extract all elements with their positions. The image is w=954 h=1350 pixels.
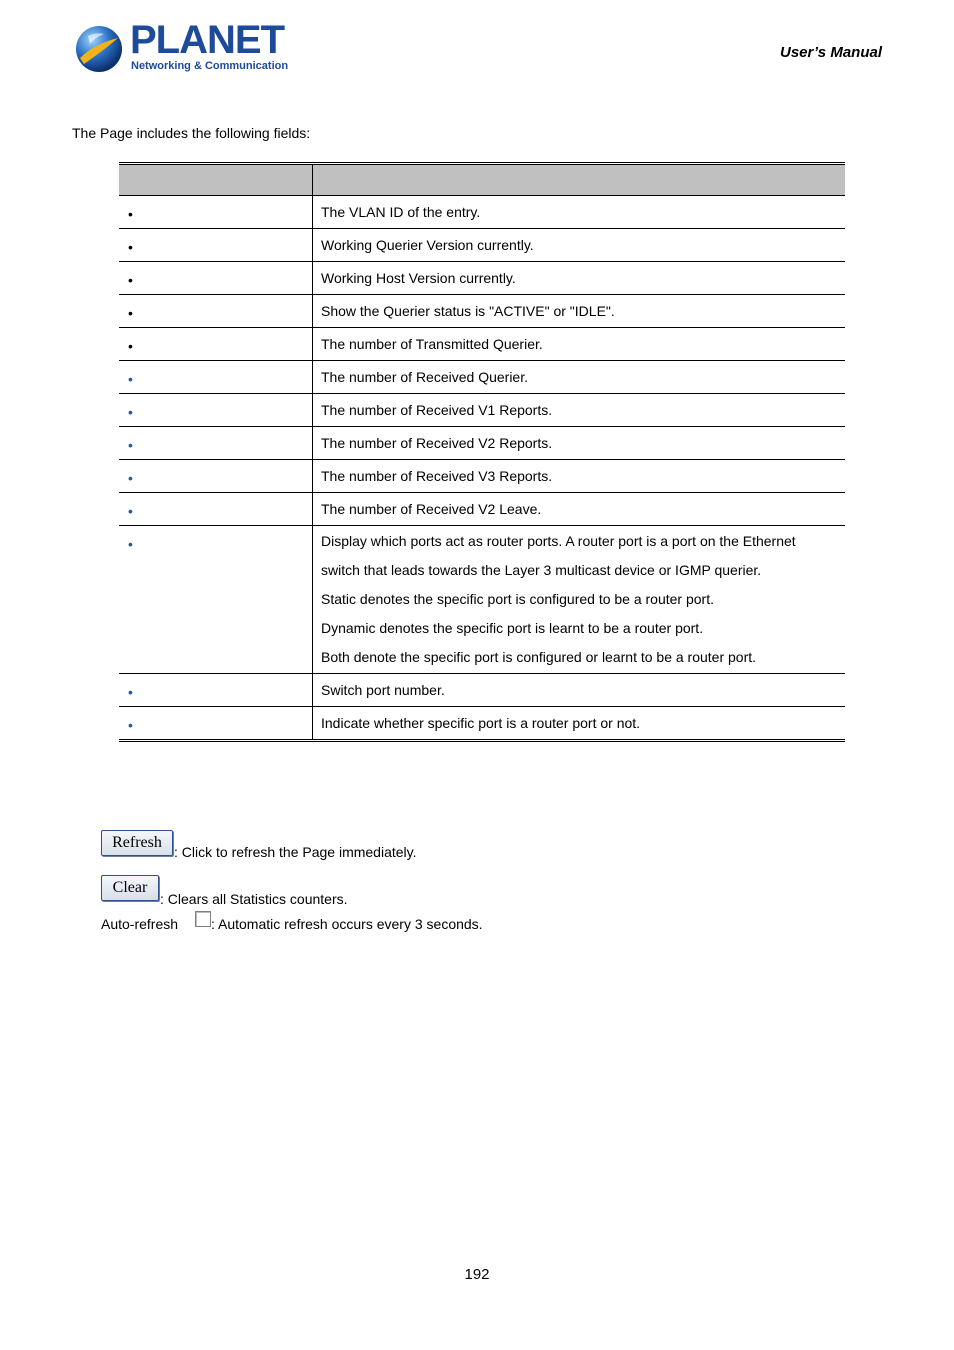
description-cell: [313, 674, 846, 707]
description-cell: [313, 460, 846, 493]
description-line: Working Querier Version currently.: [321, 237, 534, 253]
header-description: [313, 164, 846, 196]
object-cell: [119, 262, 313, 295]
description-cell: [313, 707, 846, 741]
description-line: The number of Received V2 Leave.: [321, 501, 542, 517]
object-cell: [119, 493, 313, 526]
description-cell: [313, 229, 846, 262]
table-row: [119, 295, 845, 328]
header-object: [119, 164, 313, 196]
table-row: [119, 361, 845, 394]
refresh-button[interactable]: Refresh: [101, 830, 173, 856]
clear-description: : Clears all Statistics counters.: [160, 891, 348, 907]
description-line: The number of Received V1 Reports.: [321, 402, 553, 418]
table-header-row: [119, 164, 845, 196]
manual-label: User’s Manual: [780, 44, 882, 61]
description-cell: [313, 262, 846, 295]
bullet-icon: •: [128, 470, 133, 486]
bullet-icon: •: [128, 371, 133, 387]
logo-wordmark: PLANET: [130, 18, 284, 62]
description-cell: [313, 328, 846, 361]
table-row: [119, 229, 845, 262]
table-row: [119, 460, 845, 493]
logo-tagline: Networking & Communication: [131, 60, 289, 72]
auto-refresh-label: Auto-refresh: [101, 916, 179, 932]
description-cell: [313, 394, 846, 427]
table-row: [119, 493, 845, 526]
bullet-icon: •: [128, 536, 133, 552]
table-row: [119, 526, 845, 674]
object-cell: [119, 674, 313, 707]
bullet-icon: •: [128, 717, 133, 733]
description-line: Working Host Version currently.: [321, 270, 516, 286]
object-cell: [119, 229, 313, 262]
object-cell: [119, 295, 313, 328]
description-line: Switch port number.: [321, 682, 445, 698]
description-cell: [313, 295, 846, 328]
object-cell: [119, 196, 313, 229]
planet-logo: [74, 18, 289, 78]
fields-table: [119, 162, 845, 742]
table-row: [119, 707, 845, 741]
description-line: Static denotes the specific port is configured to be a router port.: [321, 591, 714, 607]
table-row: [119, 196, 845, 229]
description-cell: [313, 526, 846, 674]
description-cell: [313, 196, 846, 229]
object-cell: [119, 707, 313, 741]
description-line: Show the Querier status is "ACTIVE" or "IDLE".: [321, 303, 615, 319]
table-row: [119, 394, 845, 427]
bullet-icon: •: [128, 338, 133, 354]
object-cell: [119, 394, 313, 427]
object-cell: [119, 427, 313, 460]
table-row: [119, 674, 845, 707]
description-line: Both denote the specific port is configured or learnt to be a router port.: [321, 649, 757, 665]
refresh-description: : Click to refresh the Page immediately.: [174, 844, 417, 860]
description-line: Indicate whether specific port is a router port or not.: [321, 715, 641, 731]
object-cell: [119, 460, 313, 493]
description-line: The VLAN ID of the entry.: [321, 204, 481, 220]
auto-refresh-checkbox[interactable]: [195, 911, 211, 927]
description-line: switch that leads towards the Layer 3 multicast device or IGMP querier.: [321, 562, 762, 578]
page-number: 192: [464, 1266, 490, 1283]
description-line: The number of Received V3 Reports.: [321, 468, 553, 484]
description-cell: [313, 493, 846, 526]
bullet-icon: •: [128, 206, 133, 222]
globe-icon: [74, 24, 124, 74]
description-line: Display which ports act as router ports. A router port is a port on the Ethernet: [321, 533, 796, 549]
auto-refresh-description: : Automatic refresh occurs every 3 seconds.: [211, 916, 483, 932]
table-row: [119, 427, 845, 460]
bullet-icon: •: [128, 272, 133, 288]
bullet-icon: •: [128, 404, 133, 420]
bullet-icon: •: [128, 239, 133, 255]
bullet-icon: •: [128, 503, 133, 519]
object-cell: [119, 328, 313, 361]
description-cell: [313, 361, 846, 394]
description-line: The number of Received V2 Reports.: [321, 435, 553, 451]
object-cell: [119, 361, 313, 394]
description-line: The number of Transmitted Querier.: [321, 336, 543, 352]
intro-text: The Page includes the following fields:: [72, 125, 311, 141]
table-row: [119, 328, 845, 361]
table-row: [119, 262, 845, 295]
bullet-icon: •: [128, 305, 133, 321]
clear-button[interactable]: Clear: [101, 875, 159, 901]
object-cell: [119, 526, 313, 674]
description-cell: [313, 427, 846, 460]
description-line: The number of Received Querier.: [321, 369, 528, 385]
bullet-icon: •: [128, 437, 133, 453]
description-line: Dynamic denotes the specific port is learnt to be a router port.: [321, 620, 704, 636]
bullet-icon: •: [128, 684, 133, 700]
